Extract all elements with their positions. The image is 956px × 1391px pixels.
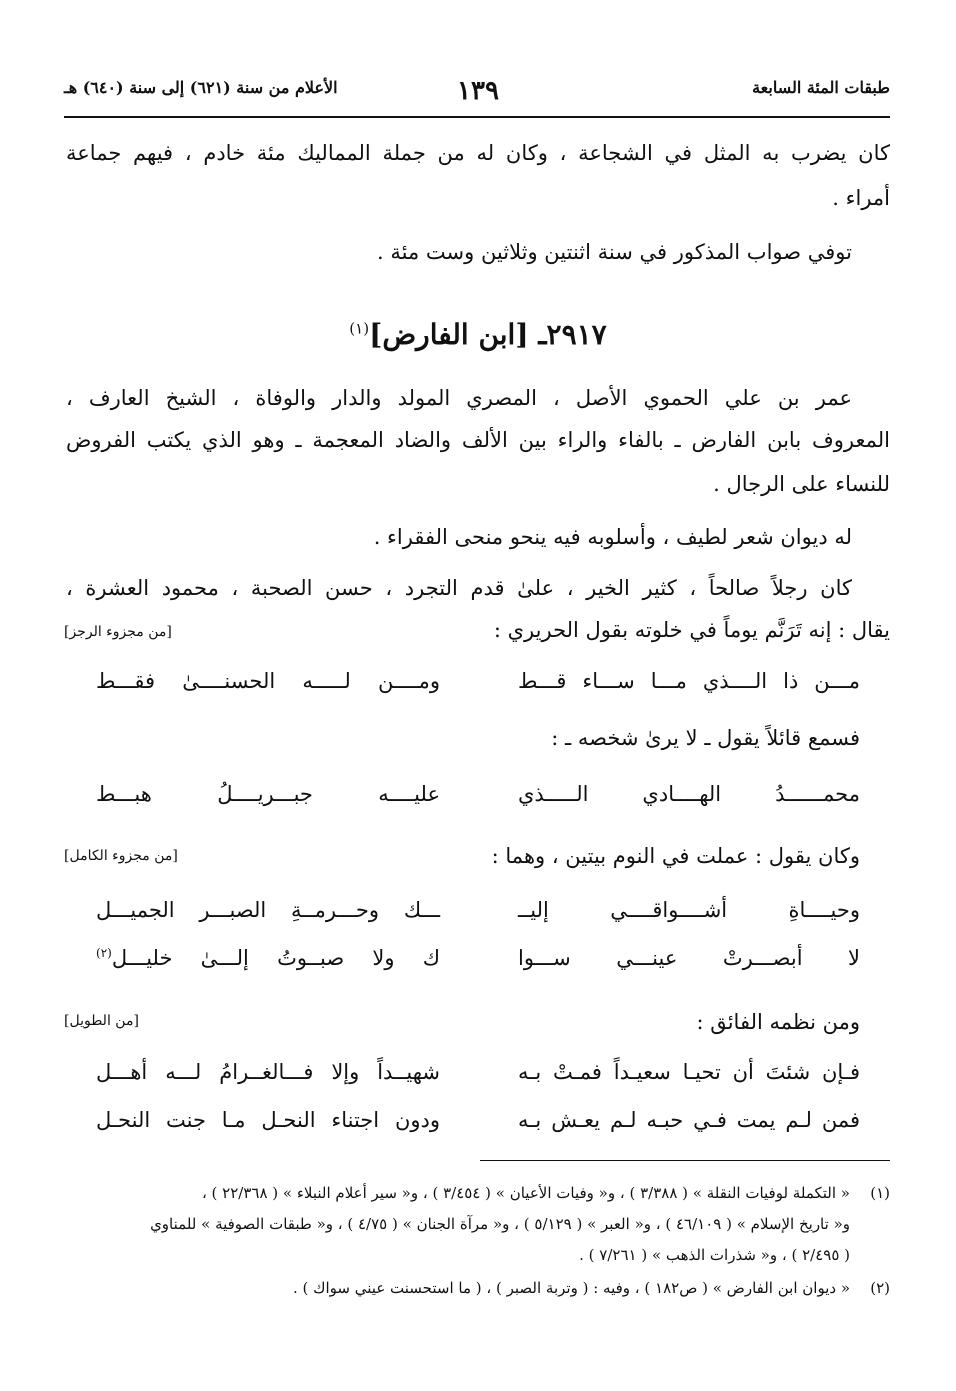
verse-6-left: ودون اجتناء النحـل مـا جنت النحـل — [96, 1108, 440, 1132]
footnote-rule — [480, 1160, 890, 1161]
verse-4-left-text: ك ولا صبــوتُ إلـــىٰ خليـــل — [111, 946, 440, 970]
verse-5-left: شهيــداً وإلا فـــالغــرامُ لـــه أهـــل — [96, 1060, 440, 1084]
verse-6-right: فمن لـم يمت فـي حبـه لـم يعـش بـه — [518, 1108, 860, 1132]
verse-3-right: وحيــــاةِ أشــــواقــــي إليــ — [518, 898, 860, 922]
dream-line: وكان يقول : عملت في النوم بيتين ، وهما : — [491, 844, 860, 868]
verse-1-left: ومــــن لـــــه الحسنــــىٰ فقـــط — [96, 669, 440, 693]
bio-line-1: عمر بن علي الحموي الأصل ، المصري المولد والدار والوفاة ، الشيخ العارف ، — [66, 386, 852, 410]
footnote-2-text: « ديوان ابن الفارض » ( ص١٨٢ ) ، وفيه : ( وتربة الصبر ) ، ( ما استحسنت عيني سواك ) . — [293, 1279, 850, 1297]
bio-line-2: المعروف بابن الفارض ـ بالفاء والراء بين الألف والضاد المعجمة ـ وهو الذي يكتب الفروض — [66, 428, 890, 452]
meter-label-1: [من مجزوء الرجز] — [64, 624, 172, 640]
bio-line-3: للنساء على الرجال . — [713, 472, 890, 496]
footnote-1-text-1: « التكملة لوفيات النقلة » ( ٣/٣٨٨ ) ، و« وفيات الأعيان » ( ٣/٤٥٤ ) ، و« سير أعلام النبلاء » ( ٢٢/٣٦٨ ) ، — [201, 1184, 850, 1202]
meter-label-3: [من الطويل] — [64, 1013, 139, 1029]
bio-line-4: له ديوان شعر لطيف ، وأسلوبه فيه ينحو منحى الفقراء . — [373, 525, 852, 549]
footnote-1-line-2: و« تاريخ الإسلام » ( ٤٦/١٠٩ ) ، و« العبر » ( ٥/١٢٩ ) ، و« مرآة الجنان » ( ٤/٧٥ ) ، و« طبقات الصوفية » للمناوي — [150, 1215, 850, 1233]
verse-3-left: ـــك وحـــرمــةِ الصبـــر الجميـــل — [96, 898, 440, 922]
intro-line-1: كان يضرب به المثل في الشجاعة ، وكان له من جملة المماليك مئة خادم ، فيهم جماعة — [66, 141, 890, 165]
intro-line-2: أمراء . — [832, 186, 890, 210]
meter-label-2: [من مجزوء الكامل] — [64, 848, 178, 864]
footnote-1-line-3: ( ٢/٤٩٥ ) ، و« شذرات الذهب » ( ٧/٢٦١ ) . — [579, 1246, 850, 1264]
verse-2-right: محمــــــدُ الهــــادي الـــــذي — [518, 782, 860, 806]
header-section-title: طبقات المئة السابعة — [752, 78, 890, 97]
verse-2-left: عليــــه جبـــريــــلُ هبـــط — [96, 782, 440, 806]
verse-1-right: مـــن ذا الــــذي مـــا ســـاء قـــط — [518, 669, 860, 693]
header-rule — [64, 116, 890, 118]
entry-title-text: ٢٩١٧ـ [ابن الفارض] — [369, 318, 607, 351]
verse-5-right: فـإن شئتَ أن تحيـا سعيـداً فمـتْ بـه — [518, 1060, 860, 1084]
poem-intro-line: ومن نظمه الفائق : — [696, 1010, 860, 1034]
title-footnote-ref: (١) — [349, 319, 370, 338]
footnote-2-line-1 — [64, 1279, 890, 1297]
footnote-2-number: (٢) — [870, 1279, 890, 1297]
header-year-range: الأعلام من سنة (٦٢١) إلى سنة (٦٤٠) هـ — [64, 78, 338, 97]
bio-line-6: يقال : إنه تَرَنَّم يوماً في خلوته بقول الحريري : — [493, 618, 890, 642]
bio-line-5: كان رجلاً صالحاً ، كثير الخير ، علىٰ قدم التجرد ، حسن الصحبة ، محمود العشرة ، — [66, 576, 852, 600]
footnote-1-line-1 — [64, 1184, 890, 1202]
heard-line: فسمع قائلاً يقول ـ لا يرىٰ شخصه ـ : — [551, 726, 860, 750]
verse-4-left — [96, 946, 440, 970]
intro-line-3: توفي صواب المذكور في سنة اثنتين وثلاثين وست مئة . — [377, 240, 852, 264]
page-number: ١٣٩ — [457, 76, 499, 106]
entry-title — [0, 318, 956, 351]
verse-4-right: لا أبصـــرتْ عينـــي ســـوا — [518, 946, 860, 970]
verse-footnote-ref: (٢) — [96, 946, 112, 960]
footnote-1-number: (١) — [870, 1184, 890, 1202]
